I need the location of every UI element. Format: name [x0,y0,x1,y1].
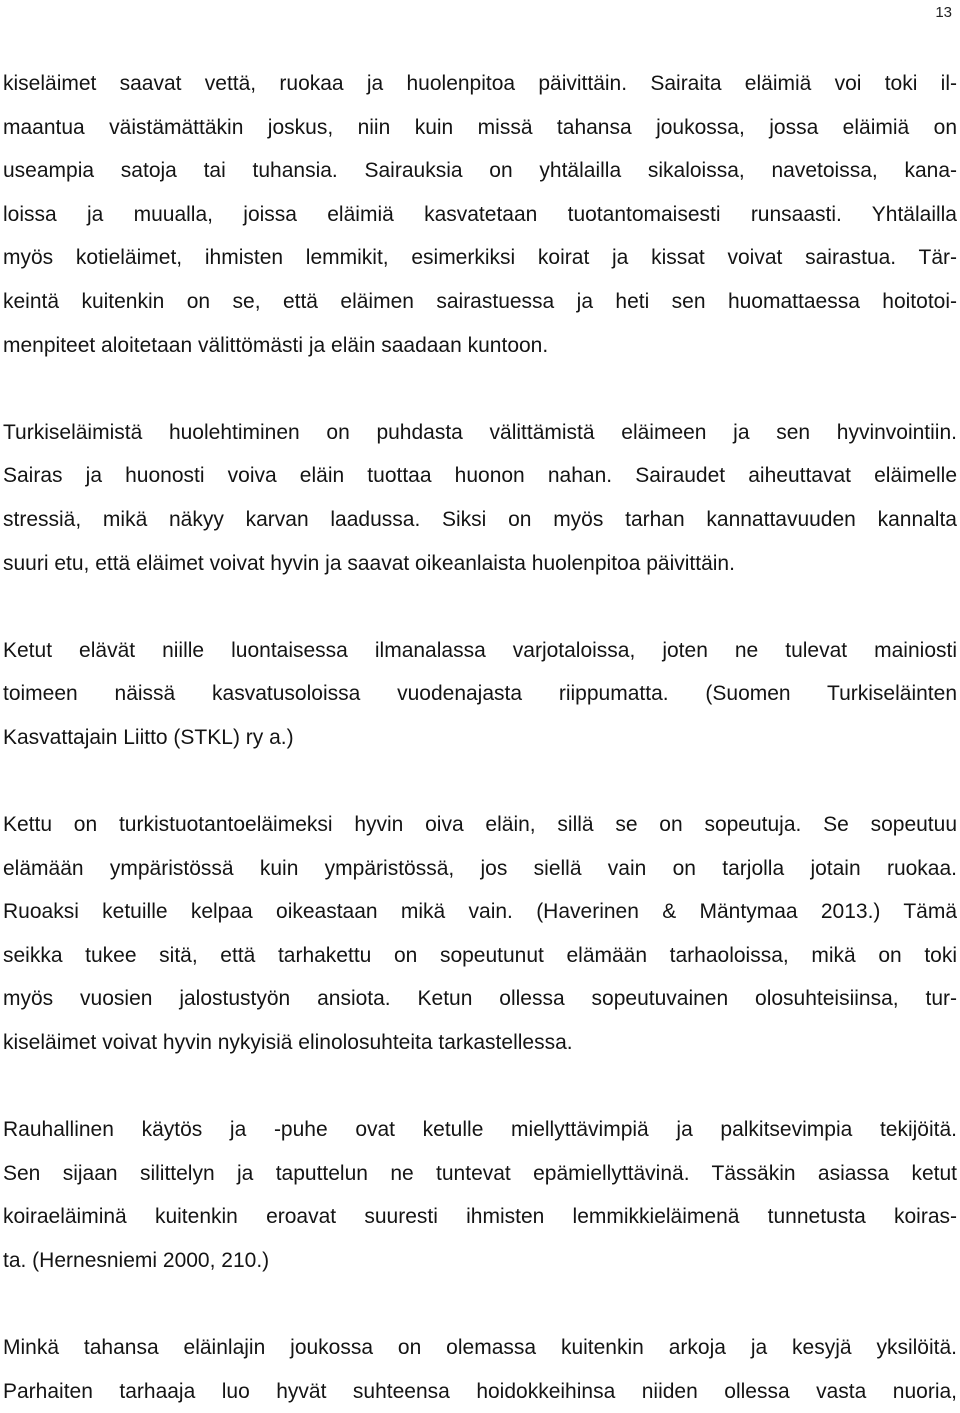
text-line: suuri etu, että eläimet voivat hyvin ja saavat oikeanlaista huolenpitoa päivittäin. [3,551,735,575]
text-line: Turkiseläimistä huolehtiminen on puhdasta välittämistä eläimeen ja sen hyvinvointiin. [3,420,957,444]
text-line: Kasvattajain Liitto (STKL) ry a.) [3,725,294,749]
paragraph-1 [3,62,957,367]
text-line: kiseläimet saavat vettä, ruokaa ja huolenpitoa päivittäin. Sairaita eläimiä voi toki il- [3,72,957,95]
text-line: stressiä, mikä näkyy karvan laadussa. Siksi on myös tarhan kannattavuuden kannalta [3,507,957,531]
text-line: useampia satoja tai tuhansia. Sairauksia on yhtälailla sikaloissa, navetoissa, kana- [3,159,957,183]
text-line: Ketut elävät niille luontaisessa ilmanalassa varjotaloissa, joten ne tulevat mainiosti [3,638,957,662]
text-line: toimeen näissä kasvatusoloissa vuodenajasta riippumatta. (Suomen Turkiseläinten [3,682,957,706]
text-line: Sairas ja huonosti voiva eläin tuottaa huonon nahan. Sairaudet aiheuttavat eläimelle [3,464,957,488]
text-line: maantua väistämättäkin joskus, niin kuin missä tahansa joukossa, jossa eläimiä on [3,115,957,139]
text-line: keintä kuitenkin on se, että eläimen sairastuessa ja heti sen huomattaessa hoitotoi- [3,289,957,313]
text-line: loissa ja muualla, joissa eläimiä kasvatetaan tuotantomaisesti runsaasti. Yhtälailla [3,202,957,226]
text-line: menpiteet aloitetaan välittömästi ja eläin saadaan kuntoon. [3,333,549,357]
text-line: Minkä tahansa eläinlajin joukossa on olemassa kuitenkin arkoja ja kesyjä yksilöitä. [3,1336,957,1360]
page-number: 13 [935,4,952,21]
text-line: Ruoaksi ketuille kelpaa oikeastaan mikä vain. (Haverinen & Mäntymaa 2013.) Tämä [3,900,957,924]
paragraph-3 [3,629,957,760]
text-line: myös kotieläimet, ihmisten lemmikit, esimerkiksi koirat ja kissat voivat sairastua. Tär- [3,246,957,270]
text-line: Sen sijaan silittelyn ja taputtelun ne tuntevat epämiellyttävinä. Tässäkin asiassa ketut [3,1161,957,1185]
text-line: kiseläimet voivat hyvin nykyisiä elinolosuhteita tarkastellessa. [3,1031,573,1055]
text-line: seikka tukee sitä, että tarhakettu on sopeutunut elämään tarhaoloissa, mikä on toki [3,943,957,967]
paragraph-4 [3,803,957,1065]
paragraph-6 [3,1326,957,1413]
text-line: ta. (Hernesniemi 2000, 210.) [3,1249,270,1273]
paragraph-5 [3,1108,957,1282]
text-line: koiraeläiminä kuitenkin eroavat suuresti ihmisten lemmikkieläimenä tunnetusta koiras- [3,1205,957,1229]
text-line: Parhaiten tarhaaja luo hyvät suhteensa hoidokkeihinsa niiden ollessa vasta nuoria, [3,1379,957,1403]
text-line: Rauhallinen käytös ja -puhe ovat ketulle miellyttävimpiä ja palkitsevimpia tekijöitä. [3,1118,957,1142]
text-line: Kettu on turkistuotantoeläimeksi hyvin oiva eläin, sillä se on sopeutuja. Se sopeutuu [3,813,957,837]
paragraph-2 [3,411,957,585]
document-body [3,62,957,1413]
text-line: myös vuosien jalostustyön ansiota. Ketun ollessa sopeutuvainen olosuhteisiinsa, tur- [3,987,957,1011]
text-line: elämään ympäristössä kuin ympäristössä, jos siellä vain on tarjolla jotain ruokaa. [3,856,957,880]
